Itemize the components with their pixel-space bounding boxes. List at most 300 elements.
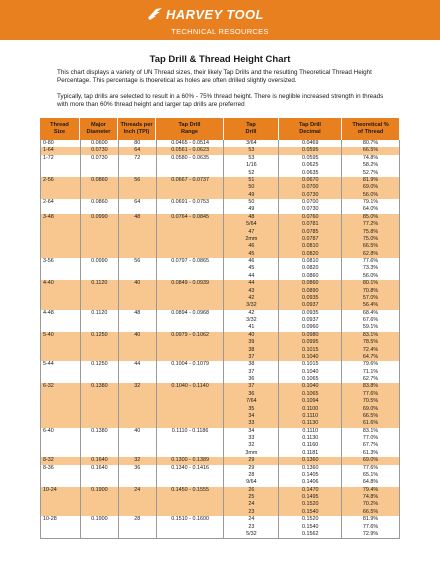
cell-text: 0.0937 bbox=[301, 302, 319, 309]
cell-thread-size bbox=[41, 457, 81, 464]
cell-text: 0.0700 bbox=[301, 199, 319, 205]
cell-text: 83.1% bbox=[362, 331, 379, 338]
cell-major-diameter bbox=[81, 457, 119, 464]
cell-text: 0.1130 bbox=[302, 420, 319, 427]
table-row bbox=[41, 383, 400, 427]
cell-text: 0.0860 bbox=[91, 176, 108, 183]
cell-text: 28 bbox=[134, 516, 141, 523]
cell-text: 37 bbox=[248, 368, 255, 375]
cell-text: 0.0935 bbox=[301, 294, 319, 301]
cell-major-diameter bbox=[81, 361, 119, 383]
cell-text: 71.1% bbox=[362, 368, 379, 375]
cell-text: 0.1540 bbox=[301, 523, 319, 530]
cell-text: 5-44 bbox=[43, 361, 54, 368]
cell-tap-drill-decimal bbox=[279, 516, 342, 538]
cell-tap-drill bbox=[224, 214, 279, 258]
cell-thread-percent bbox=[342, 383, 400, 427]
cell-tap-drill bbox=[224, 465, 279, 487]
cell-text: 64 bbox=[134, 147, 141, 154]
cell-text: 77.6% bbox=[362, 258, 379, 264]
cell-text: 45 bbox=[248, 265, 255, 272]
header-tap-drill-range bbox=[156, 118, 224, 140]
cell-text: 69.0% bbox=[362, 184, 379, 191]
cell-text: 47 bbox=[248, 228, 255, 235]
cell-text: 0.1015 bbox=[301, 346, 319, 353]
cell-text: 0.1130 bbox=[302, 435, 319, 441]
cell-tap-drill-decimal bbox=[279, 487, 342, 517]
cell-text: 56.0% bbox=[362, 272, 379, 279]
page-title: Tap Drill & Thread Height Chart bbox=[149, 54, 291, 65]
cell-thread-percent bbox=[342, 177, 400, 199]
cell-text: 0.0670 bbox=[301, 176, 319, 183]
cell-major-diameter bbox=[81, 332, 119, 362]
table-row bbox=[41, 280, 400, 310]
cell-text: 61.3% bbox=[362, 449, 379, 456]
cell-tap-drill-decimal bbox=[279, 147, 342, 154]
cell-tap-drill-decimal bbox=[279, 383, 342, 427]
cell-thread-percent bbox=[342, 147, 400, 154]
cell-text: 64.8% bbox=[362, 479, 379, 486]
cell-text: 0.0465 - 0.0514 bbox=[171, 140, 209, 146]
cell-text: 51 bbox=[248, 176, 255, 183]
cell-thread-percent bbox=[342, 258, 400, 280]
cell-text: 0.0764 - 0.0845 bbox=[171, 213, 209, 220]
cell-thread-percent bbox=[342, 214, 400, 258]
cell-text: 67.7% bbox=[362, 442, 379, 449]
cell-threads-per-inch bbox=[119, 457, 157, 464]
cell-text: 0.0820 bbox=[301, 265, 319, 272]
cell-text: 0.0691 - 0.0753 bbox=[171, 199, 209, 205]
cell-thread-percent bbox=[342, 199, 400, 214]
table-row bbox=[41, 465, 400, 487]
cell-text: 66.5% bbox=[362, 147, 379, 154]
cell-thread-size bbox=[41, 465, 81, 487]
cell-text: 33 bbox=[248, 420, 255, 427]
cell-thread-percent bbox=[342, 487, 400, 517]
cell-text: 0.0625 bbox=[301, 162, 319, 169]
cell-text: 32 bbox=[134, 457, 141, 464]
table-row bbox=[41, 177, 400, 199]
cell-tap-drill-range bbox=[157, 383, 225, 427]
cell-tap-drill bbox=[224, 177, 279, 199]
brand-subtitle: TECHNICAL RESOURCES bbox=[171, 27, 269, 36]
cell-thread-percent bbox=[342, 428, 400, 458]
cell-text: 0.0810 bbox=[301, 258, 319, 264]
cell-thread-size bbox=[41, 258, 81, 280]
cell-text: 4-40 bbox=[43, 280, 54, 287]
table-row bbox=[41, 310, 400, 332]
cell-text: 0.0561 - 0.0623 bbox=[171, 147, 209, 154]
header-thread-percent bbox=[342, 118, 400, 140]
cell-text: 50 bbox=[248, 184, 255, 191]
cell-text: 0.1380 bbox=[91, 427, 108, 434]
cell-text: 3/32 bbox=[246, 317, 257, 323]
cell-tap-drill bbox=[224, 516, 279, 538]
cell-text: 34 bbox=[248, 427, 255, 434]
cell-text: 65.1% bbox=[362, 471, 379, 478]
cell-text: 6-40 bbox=[43, 427, 54, 434]
cell-text: 43 bbox=[248, 287, 255, 294]
cell-thread-size bbox=[41, 280, 81, 310]
cell-text: 77.0% bbox=[362, 435, 379, 441]
cell-text: 0.1510 - 0.1600 bbox=[171, 516, 209, 523]
cell-major-diameter bbox=[81, 465, 119, 487]
cell-major-diameter bbox=[81, 177, 119, 199]
cell-text: 0.0797 - 0.0865 bbox=[171, 258, 209, 264]
cell-tap-drill-range bbox=[157, 332, 225, 362]
cell-text: 36 bbox=[248, 390, 255, 397]
cell-text: 35 bbox=[248, 405, 255, 412]
cell-text: 75.8% bbox=[362, 228, 379, 235]
cell-text: 64 bbox=[134, 199, 141, 205]
cell-thread-size bbox=[41, 199, 81, 214]
cell-text: 0.0730 bbox=[301, 206, 319, 213]
cell-tap-drill bbox=[224, 258, 279, 280]
cell-tap-drill-decimal bbox=[279, 361, 342, 383]
table-body bbox=[40, 140, 400, 539]
table-row bbox=[41, 361, 400, 383]
cell-text: 0.0469 bbox=[301, 140, 319, 146]
table-row bbox=[41, 487, 400, 517]
brand-logo bbox=[147, 6, 264, 22]
cell-text: 0.1110 - 0.1186 bbox=[171, 427, 209, 434]
cell-tap-drill-range bbox=[157, 258, 225, 280]
cell-text: 70.8% bbox=[362, 287, 379, 294]
cell-thread-size bbox=[41, 516, 81, 538]
cell-thread-size bbox=[41, 428, 81, 458]
cell-text: 7/64 bbox=[246, 398, 257, 405]
cell-text: 46 bbox=[248, 258, 255, 264]
cell-text: 1-64 bbox=[43, 147, 54, 154]
cell-text: 0.1181 bbox=[302, 449, 319, 456]
cell-text: 2-64 bbox=[43, 199, 54, 205]
cell-text: 32 bbox=[134, 383, 141, 390]
cell-threads-per-inch bbox=[119, 310, 157, 332]
cell-text: 56.0% bbox=[362, 191, 379, 198]
intro-paragraph-1: This chart displays a variety of UN Thread sizes, their likely Tap Drills and the resulting Theoretical Thread Height Percentage. This percentage is thoeretical as holes are often drilled slightly oversized. bbox=[57, 69, 372, 84]
cell-thread-percent bbox=[342, 465, 400, 487]
cell-thread-percent bbox=[342, 310, 400, 332]
cell-text: 0.0990 bbox=[91, 213, 108, 220]
cell-text: 74.8% bbox=[362, 154, 379, 161]
cell-text: 69.0% bbox=[362, 457, 379, 464]
cell-text: 37 bbox=[248, 383, 255, 390]
cell-threads-per-inch bbox=[119, 140, 157, 147]
cell-text: 10-28 bbox=[43, 516, 57, 523]
cell-threads-per-inch bbox=[119, 214, 157, 258]
cell-text: 75.0% bbox=[362, 235, 379, 242]
cell-thread-size bbox=[41, 332, 81, 362]
cell-major-diameter bbox=[81, 147, 119, 154]
cell-text: 53 bbox=[248, 154, 255, 161]
cell-threads-per-inch bbox=[119, 199, 157, 214]
cell-text: 0.1250 bbox=[91, 331, 108, 338]
cell-text: 3mm bbox=[245, 449, 258, 456]
cell-text: 5-40 bbox=[43, 331, 54, 338]
cell-text: 0.1040 bbox=[301, 368, 319, 375]
cell-text: 59.1% bbox=[362, 324, 379, 331]
cell-text: 1/16 bbox=[246, 162, 257, 169]
cell-text: 34 bbox=[248, 412, 255, 419]
cell-text: 70.5% bbox=[362, 398, 379, 405]
cell-tap-drill-decimal bbox=[279, 155, 342, 177]
cell-text: 0.1340 - 0.1416 bbox=[171, 464, 209, 471]
header-threads-per-inch bbox=[118, 118, 156, 140]
cell-text: 0.1900 bbox=[91, 516, 108, 523]
cell-text: 8-36 bbox=[43, 464, 54, 471]
cell-text: 45 bbox=[248, 250, 255, 257]
cell-text: 40 bbox=[134, 427, 141, 434]
table-row bbox=[41, 428, 400, 458]
cell-text: 57.0% bbox=[362, 294, 379, 301]
cell-text: 44 bbox=[134, 361, 141, 368]
cell-thread-percent bbox=[342, 140, 400, 147]
header-label: Inch (TPI) bbox=[123, 129, 150, 135]
cell-text: 81.9% bbox=[362, 176, 379, 183]
cell-tap-drill-decimal bbox=[279, 199, 342, 214]
cell-text: 77.6% bbox=[362, 464, 379, 471]
cell-text: 73.3% bbox=[362, 265, 379, 272]
cell-text: 0.0667 - 0.0737 bbox=[171, 176, 209, 183]
cell-threads-per-inch bbox=[119, 465, 157, 487]
cell-tap-drill-range bbox=[157, 280, 225, 310]
cell-threads-per-inch bbox=[119, 258, 157, 280]
cell-text: 41 bbox=[248, 324, 255, 331]
table-row bbox=[41, 155, 400, 177]
header-label: Drill bbox=[245, 129, 257, 135]
cell-text: 42 bbox=[248, 294, 255, 301]
cell-major-diameter bbox=[81, 383, 119, 427]
cell-text: 0.1160 bbox=[302, 442, 319, 449]
header-label: of Thread bbox=[357, 129, 384, 135]
cell-text: 38 bbox=[248, 346, 255, 353]
cell-tap-drill bbox=[224, 199, 279, 214]
cell-text: 36 bbox=[248, 376, 255, 382]
cell-text: 64.7% bbox=[362, 353, 379, 360]
cell-threads-per-inch bbox=[119, 487, 157, 517]
table-row bbox=[41, 457, 400, 464]
cell-text: 26 bbox=[248, 486, 255, 493]
cell-tap-drill bbox=[224, 428, 279, 458]
cell-tap-drill-range bbox=[157, 214, 225, 258]
cell-text: 37 bbox=[248, 353, 255, 360]
cell-text: 53 bbox=[248, 147, 255, 154]
header-label: Range bbox=[180, 129, 199, 135]
cell-text: 0-80 bbox=[43, 140, 54, 146]
cell-text: 29 bbox=[248, 457, 255, 464]
cell-text: 0.0810 bbox=[301, 243, 319, 250]
cell-text: 0.0635 bbox=[301, 169, 319, 176]
header-label: Tap Drill bbox=[299, 122, 321, 128]
cell-text: 0.1110 bbox=[302, 412, 319, 419]
cell-text: 62.7% bbox=[362, 376, 379, 382]
cell-tap-drill-decimal bbox=[279, 140, 342, 147]
cell-thread-size bbox=[41, 177, 81, 199]
cell-tap-drill-decimal bbox=[279, 214, 342, 258]
cell-text: 6-32 bbox=[43, 383, 54, 390]
cell-text: 32 bbox=[248, 442, 255, 449]
cell-thread-percent bbox=[342, 332, 400, 362]
cell-text: 39 bbox=[248, 339, 255, 346]
cell-text: 0.0990 bbox=[91, 258, 108, 264]
cell-text: 0.0700 bbox=[301, 184, 319, 191]
cell-text: 0.1040 bbox=[301, 383, 319, 390]
cell-text: 64.0% bbox=[362, 206, 379, 213]
cell-text: 38 bbox=[248, 361, 255, 368]
cell-major-diameter bbox=[81, 155, 119, 177]
cell-threads-per-inch bbox=[119, 428, 157, 458]
cell-text: 0.0781 bbox=[301, 221, 319, 228]
header-label: Theoretical % bbox=[352, 122, 389, 128]
cell-thread-size bbox=[41, 487, 81, 517]
cell-text: 0.0760 bbox=[301, 213, 319, 220]
cell-text: 78.5% bbox=[362, 339, 379, 346]
cell-text: 0.0730 bbox=[91, 147, 108, 154]
cell-text: 4-48 bbox=[43, 309, 54, 316]
cell-text: 25 bbox=[248, 494, 255, 500]
cell-text: 80.7% bbox=[362, 140, 379, 146]
cell-tap-drill-range bbox=[157, 361, 225, 383]
header-label: Size bbox=[53, 129, 66, 135]
cell-text: 72.4% bbox=[362, 346, 379, 353]
cell-text: 0.0860 bbox=[301, 272, 319, 279]
cell-text: 0.1406 bbox=[301, 479, 319, 486]
cell-threads-per-inch bbox=[119, 516, 157, 538]
cell-text: 69.0% bbox=[362, 405, 379, 412]
cell-tap-drill-range bbox=[157, 457, 225, 464]
cell-tap-drill-decimal bbox=[279, 310, 342, 332]
cell-text: 49 bbox=[248, 206, 255, 213]
cell-major-diameter bbox=[81, 280, 119, 310]
cell-text: 0.1120 bbox=[91, 309, 108, 316]
cell-tap-drill bbox=[224, 147, 279, 154]
cell-text: 56.4% bbox=[362, 302, 379, 309]
cell-text: 0.1040 bbox=[301, 353, 319, 360]
cell-thread-percent bbox=[342, 457, 400, 464]
header-thread-size bbox=[40, 118, 80, 140]
cell-text: 0.1380 bbox=[91, 383, 108, 390]
cell-text: 44 bbox=[248, 280, 255, 287]
table-row bbox=[41, 258, 400, 280]
cell-text: 66.5% bbox=[362, 508, 379, 515]
cell-text: 79.6% bbox=[362, 361, 379, 368]
cell-text: 0.0600 bbox=[91, 140, 108, 146]
cell-text: 0.0860 bbox=[91, 199, 108, 205]
cell-text: 0.0960 bbox=[301, 324, 319, 331]
cell-threads-per-inch bbox=[119, 361, 157, 383]
cell-tap-drill-decimal bbox=[279, 465, 342, 487]
cell-tap-drill-decimal bbox=[279, 332, 342, 362]
cell-text: 0.1540 bbox=[301, 508, 319, 515]
cell-text: 5/64 bbox=[246, 221, 257, 228]
bird-logo-icon bbox=[147, 7, 163, 21]
cell-major-diameter bbox=[81, 258, 119, 280]
cell-text: 0.0894 - 0.0968 bbox=[171, 309, 209, 316]
cell-text: 70.2% bbox=[362, 501, 379, 508]
cell-threads-per-inch bbox=[119, 155, 157, 177]
cell-text: 77.6% bbox=[362, 390, 379, 397]
table-row bbox=[41, 516, 400, 538]
cell-text: 0.0580 - 0.0635 bbox=[171, 154, 209, 161]
cell-text: 66.5% bbox=[362, 412, 379, 419]
cell-tap-drill-range bbox=[157, 199, 225, 214]
cell-text: 42 bbox=[248, 309, 255, 316]
cell-major-diameter bbox=[81, 199, 119, 214]
cell-text: 79.4% bbox=[362, 486, 379, 493]
cell-tap-drill bbox=[224, 487, 279, 517]
cell-thread-size bbox=[41, 147, 81, 154]
cell-text: 85.0% bbox=[362, 213, 379, 220]
cell-threads-per-inch bbox=[119, 177, 157, 199]
cell-text: 66.5% bbox=[362, 243, 379, 250]
cell-text: 0.1120 bbox=[91, 280, 108, 287]
cell-text: 0.0595 bbox=[301, 147, 319, 154]
cell-major-diameter bbox=[81, 428, 119, 458]
cell-text: 0.0937 bbox=[301, 317, 319, 323]
cell-text: 40 bbox=[134, 280, 141, 287]
cell-text: 79.1% bbox=[362, 199, 379, 205]
cell-tap-drill-decimal bbox=[279, 258, 342, 280]
cell-text: 3/64 bbox=[246, 140, 257, 146]
cell-text: 0.0849 - 0.0939 bbox=[171, 280, 209, 287]
cell-text: 9/64 bbox=[246, 479, 257, 486]
cell-text: 0.0730 bbox=[301, 191, 319, 198]
cell-text: 0.0979 - 0.1062 bbox=[171, 331, 209, 338]
cell-text: 0.0935 bbox=[301, 309, 319, 316]
cell-text: 29 bbox=[248, 464, 255, 471]
cell-thread-size bbox=[41, 155, 81, 177]
cell-major-diameter bbox=[81, 140, 119, 147]
cell-text: 0.0860 bbox=[301, 280, 319, 287]
cell-text: 49 bbox=[248, 191, 255, 198]
cell-text: 77.2% bbox=[362, 221, 379, 228]
cell-tap-drill-range bbox=[157, 310, 225, 332]
cell-thread-size bbox=[41, 214, 81, 258]
cell-text: 83.1% bbox=[362, 427, 379, 434]
cell-text: 0.1360 bbox=[301, 457, 319, 464]
header-label: Threads per bbox=[120, 122, 153, 128]
cell-text: 0.1065 bbox=[301, 390, 319, 397]
cell-text: 23 bbox=[248, 508, 255, 515]
cell-text: 72.9% bbox=[362, 530, 379, 537]
table-row bbox=[41, 332, 400, 362]
cell-text: 40 bbox=[248, 331, 255, 338]
cell-tap-drill bbox=[224, 361, 279, 383]
cell-tap-drill-decimal bbox=[279, 457, 342, 464]
header-tap-drill bbox=[224, 118, 279, 140]
cell-tap-drill-decimal bbox=[279, 280, 342, 310]
header-label: Tap bbox=[246, 122, 256, 128]
cell-text: 80.1% bbox=[362, 280, 379, 287]
header-banner bbox=[0, 0, 440, 40]
cell-thread-percent bbox=[342, 280, 400, 310]
cell-tap-drill bbox=[224, 332, 279, 362]
cell-tap-drill bbox=[224, 155, 279, 177]
cell-tap-drill-range bbox=[157, 155, 225, 177]
cell-tap-drill bbox=[224, 457, 279, 464]
cell-text: 24 bbox=[134, 486, 141, 493]
cell-text: 0.1470 bbox=[301, 486, 319, 493]
cell-text: 23 bbox=[248, 523, 255, 530]
cell-text: 0.1405 bbox=[301, 471, 319, 478]
cell-text: 28 bbox=[248, 471, 255, 478]
header-label: Tap Drill bbox=[178, 122, 201, 128]
cell-text: 62.8% bbox=[362, 250, 379, 257]
cell-text: 81.9% bbox=[362, 516, 379, 523]
cell-text: 0.1015 bbox=[301, 361, 319, 368]
cell-text: 36 bbox=[134, 464, 141, 471]
header-major-diameter bbox=[80, 118, 118, 140]
